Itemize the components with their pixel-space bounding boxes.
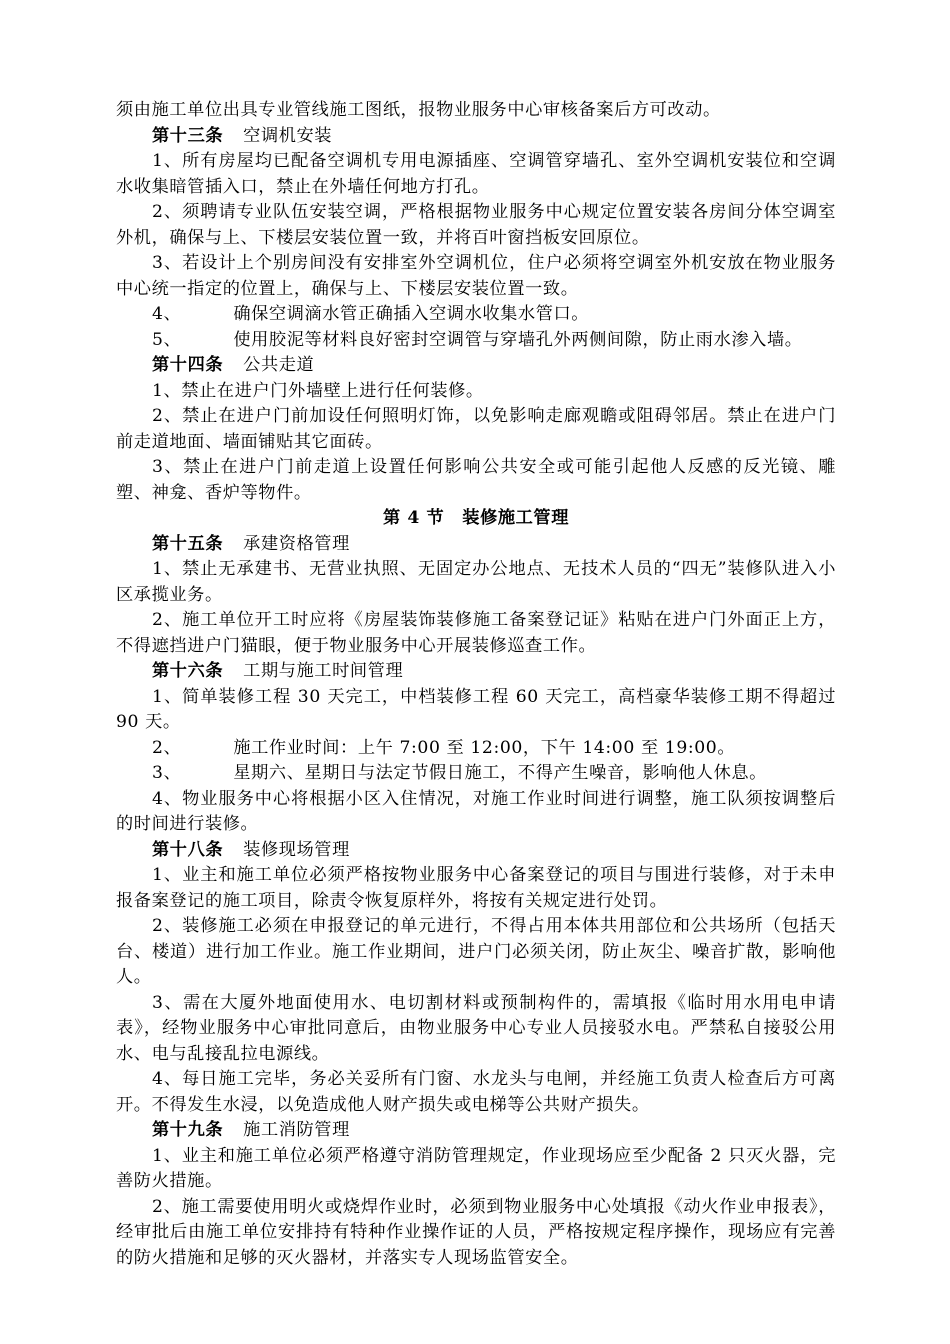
article-title: 施工消防管理 bbox=[243, 1120, 350, 1140]
article-heading-15 bbox=[116, 532, 836, 558]
paragraph: 2、施工单位开工时应将《房屋装饰装修施工备案登记证》粘贴在进户门外面正上方，不得遮挡进户门猫眼，便于物业服务中心开展装修巡查工作。 bbox=[116, 610, 836, 656]
article-title: 空调机安装 bbox=[243, 125, 333, 146]
item-number: 2、 bbox=[152, 737, 182, 758]
article-label: 第十六条 bbox=[152, 661, 224, 681]
article-label: 第十五条 bbox=[152, 533, 224, 554]
paragraph: 2、禁止在进户门前加设任何照明灯饰，以免影响走廊观瞻或阻碍邻居。禁止在进户门前走道地面、墙面铺贴其它面砖。 bbox=[116, 406, 836, 452]
article-title: 承建资格管理 bbox=[243, 533, 350, 554]
item-text: 施工作业时间：上午 7:00 至 12:00，下午 14:00 至 19:00。 bbox=[233, 737, 736, 758]
article-title: 公共走道 bbox=[243, 355, 315, 375]
paragraph: 2、装修施工必须在申报登记的单元进行，不得占用本体共用部位和公共场所（包括天台、楼道）进行加工作业。施工作业期间，进户门必须关闭，防止灰尘、噪音扩散，影响他人。 bbox=[116, 916, 836, 987]
article-heading-18 bbox=[116, 838, 836, 864]
article-label: 第十九条 bbox=[152, 1120, 224, 1140]
paragraph bbox=[116, 736, 836, 762]
article-heading-16 bbox=[116, 659, 836, 685]
item-number: 3、 bbox=[152, 763, 182, 783]
paragraph bbox=[116, 328, 836, 354]
paragraph: 1、业主和施工单位必须严格按物业服务中心备案登记的项目与围进行装修，对于未申报备案登记的施工项目，除责令恢复原样外，将按有关规定进行处罚。 bbox=[116, 865, 836, 911]
paragraph: 2、须聘请专业队伍安装空调，严格根据物业服务中心规定位置安装各房间分体空调室外机，确保与上、下楼层安装位置一致，并将百叶窗挡板安回原位。 bbox=[116, 202, 836, 248]
article-label: 第十四条 bbox=[152, 355, 224, 375]
item-text: 使用胶泥等材料良好密封空调管与穿墙孔外两侧间隙，防止雨水渗入墙。 bbox=[233, 329, 803, 350]
paragraph: 1、业主和施工单位必须严格遵守消防管理规定，作业现场应至少配备 2 只灭火器，完善防火措施。 bbox=[116, 1145, 836, 1191]
paragraph: 3、禁止在进户门前走道上设置任何影响公共安全或可能引起他人反感的反光镜、雕塑、神龛、香炉等物件。 bbox=[116, 457, 836, 503]
item-number: 4、 bbox=[152, 304, 182, 324]
paragraph: 4、每日施工完毕，务必关妥所有门窗、水龙头与电闸，并经施工负责人检查后方可离开。不得发生水浸，以免造成他人财产损失或电梯等公共财产损失。 bbox=[116, 1069, 836, 1115]
article-heading-19 bbox=[116, 1118, 836, 1144]
paragraph: 2、施工需要使用明火或烧焊作业时，必须到物业服务中心处填报《动火作业申报表》，经审批后由施工单位安排持有特种作业操作证的人员，严格按规定程序操作，现场应有完善的防火措施和足够的灭火器材，并落实专人现场监管安全。 bbox=[116, 1196, 836, 1268]
article-title: 工期与施工时间管理 bbox=[243, 661, 404, 681]
item-text: 星期六、星期日与法定节假日施工，不得产生噪音，影响他人休息。 bbox=[233, 763, 767, 783]
article-label: 第十八条 bbox=[152, 839, 224, 860]
paragraph bbox=[116, 302, 836, 328]
item-number: 5、 bbox=[152, 329, 182, 350]
paragraph: 1、禁止无承建书、无营业执照、无固定办公地点、无技术人员的“四无”装修队进入小区承揽业务。 bbox=[116, 559, 836, 605]
document-page bbox=[116, 98, 836, 1271]
paragraph: 1、禁止在进户门外墙壁上进行任何装修。 bbox=[152, 380, 484, 401]
section-heading bbox=[116, 506, 836, 532]
paragraph: 1、所有房屋均已配备空调机专用电源插座、空调管穿墙孔、室外空调机安装位和空调水收集暗管插入口，禁止在外墙任何地方打孔。 bbox=[116, 151, 836, 197]
article-heading-14 bbox=[116, 353, 836, 379]
paragraph: 4、物业服务中心将根据小区入住情况，对施工作业时间进行调整，施工队须按调整后的时间进行装修。 bbox=[116, 788, 836, 834]
paragraph: 1、简单装修工程 30 天完工，中档装修工程 60 天完工，高档豪华装修工期不得超过 90 天。 bbox=[116, 686, 836, 732]
section-number: 第 4 节 bbox=[382, 508, 445, 528]
article-heading-13 bbox=[116, 124, 836, 150]
article-label: 第十三条 bbox=[152, 125, 224, 146]
item-text: 确保空调滴水管正确插入空调水收集水管口。 bbox=[233, 304, 590, 324]
paragraph: 3、需在大厦外地面使用水、电切割材料或预制构件的，需填报《临时用水用电申请表》，经物业服务中心审批同意后，由物业服务中心专业人员接驳水电。严禁私自接驳公用水、电与乱接乱拉电源线。 bbox=[116, 992, 836, 1064]
article-title: 装修现场管理 bbox=[243, 839, 350, 860]
section-title: 装修施工管理 bbox=[462, 508, 570, 528]
paragraph bbox=[116, 761, 836, 787]
paragraph: 须由施工单位出具专业管线施工图纸，报物业服务中心审核备案后方可改动。 bbox=[116, 100, 721, 120]
paragraph: 3、若设计上个别房间没有安排室外空调机位，住户必须将空调室外机安放在物业服务中心统一指定的位置上，确保与上、下楼层安装位置一致。 bbox=[116, 253, 836, 299]
